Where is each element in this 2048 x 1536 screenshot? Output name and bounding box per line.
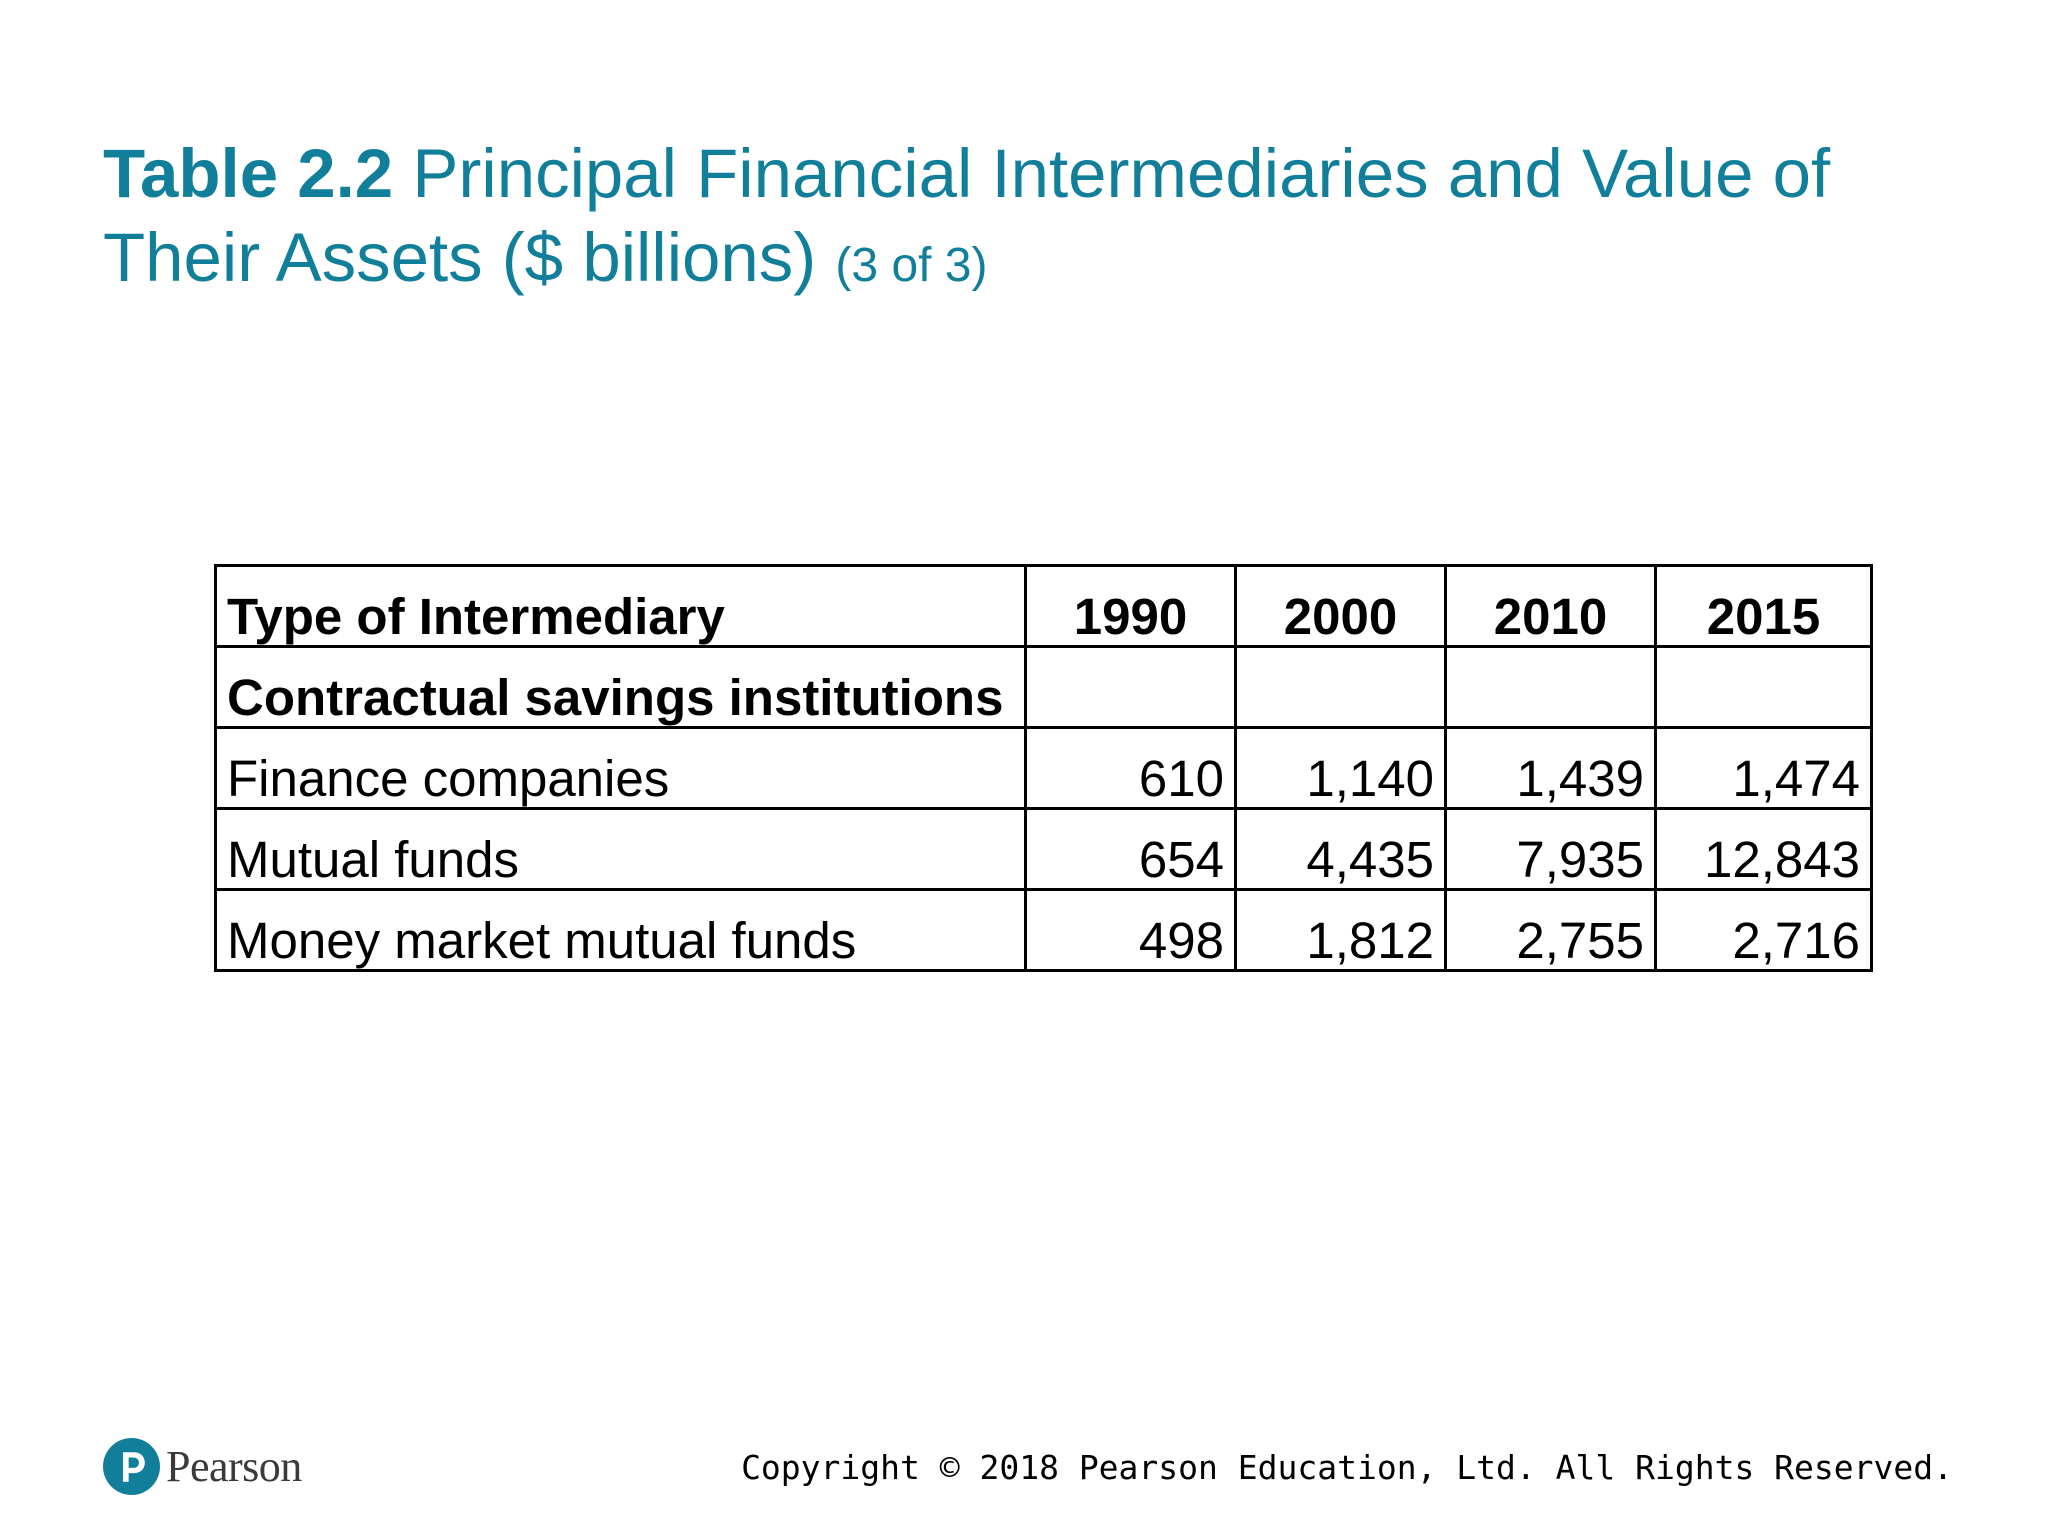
empty-cell — [1236, 647, 1446, 728]
value-cell: 2,716 — [1656, 890, 1872, 971]
value-cell: 12,843 — [1656, 809, 1872, 890]
table-row — [216, 890, 1872, 971]
header-type: Type of Intermediary — [216, 566, 1026, 647]
pearson-p-logo-icon — [103, 1438, 160, 1495]
value-cell: 4,435 — [1236, 809, 1446, 890]
table-header-row — [216, 566, 1872, 647]
value-cell: 654 — [1026, 809, 1236, 890]
value-cell: 1,140 — [1236, 728, 1446, 809]
value-cell: 2,755 — [1446, 890, 1656, 971]
value-cell: 610 — [1026, 728, 1236, 809]
value-cell: 1,474 — [1656, 728, 1872, 809]
intermediaries-table — [214, 564, 1873, 972]
header-2000: 2000 — [1236, 566, 1446, 647]
row-label: Money market mutual funds — [216, 890, 1026, 971]
slide-title — [103, 132, 1963, 308]
value-cell: 7,935 — [1446, 809, 1656, 890]
header-1990: 1990 — [1026, 566, 1236, 647]
table-number: Table 2.2 — [103, 135, 394, 212]
table-row — [216, 728, 1872, 809]
empty-cell — [1656, 647, 1872, 728]
value-cell: 1,439 — [1446, 728, 1656, 809]
section-label: Contractual savings institutions — [216, 647, 1026, 728]
empty-cell — [1026, 647, 1236, 728]
section-row — [216, 647, 1872, 728]
table-title-text: Principal Financial Intermediaries and Value of Their Assets ($ billions) — [103, 135, 1831, 296]
empty-cell — [1446, 647, 1656, 728]
pearson-wordmark: Pearson — [166, 1441, 302, 1491]
row-label: Finance companies — [216, 728, 1026, 809]
copyright-notice: Copyright © 2018 Pearson Education, Ltd. All Rights Reserved. — [741, 1448, 1953, 1487]
value-cell: 1,812 — [1236, 890, 1446, 971]
pearson-logo — [103, 1434, 302, 1498]
value-cell: 498 — [1026, 890, 1236, 971]
header-2010: 2010 — [1446, 566, 1656, 647]
header-2015: 2015 — [1656, 566, 1872, 647]
row-label: Mutual funds — [216, 809, 1026, 890]
table-row — [216, 809, 1872, 890]
slide-part-indicator: (3 of 3) — [835, 239, 988, 292]
